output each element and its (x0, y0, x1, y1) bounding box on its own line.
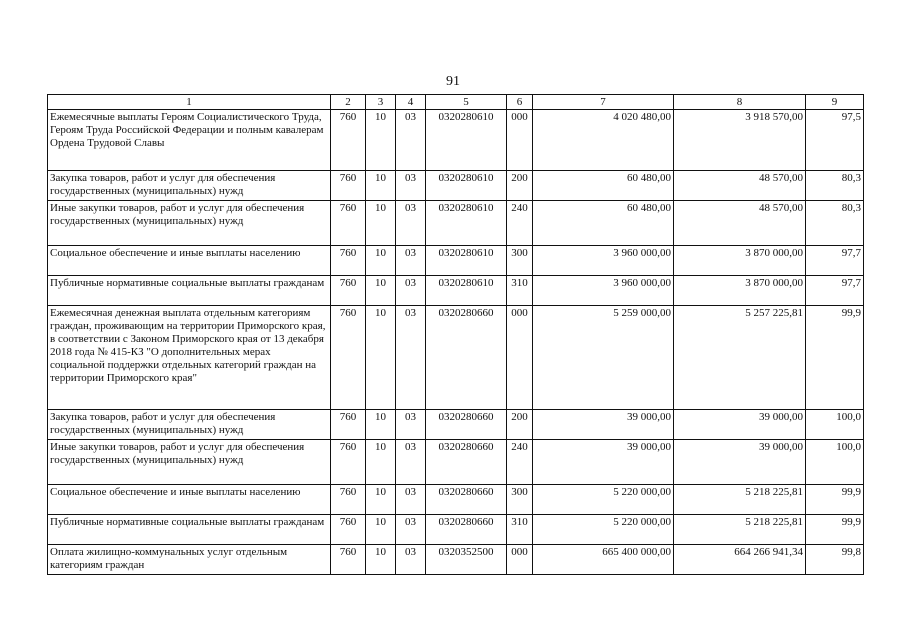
row-name-cell: Социальное обеспечение и иные выплаты населению (48, 485, 331, 515)
actual-amount-cell: 39 000,00 (674, 410, 806, 440)
target-code-cell: 0320280610 (426, 171, 507, 201)
actual-amount-cell: 5 218 225,81 (674, 515, 806, 545)
expense-type-cell: 300 (507, 246, 533, 276)
planned-amount-cell: 665 400 000,00 (533, 545, 674, 575)
budget-table (47, 94, 864, 575)
subsection-code-cell: 03 (396, 515, 426, 545)
target-code-cell: 0320280660 (426, 306, 507, 410)
percent-cell: 97,5 (806, 110, 864, 171)
expense-type-cell: 000 (507, 110, 533, 171)
section-code-cell: 10 (366, 171, 396, 201)
planned-amount-cell: 5 220 000,00 (533, 515, 674, 545)
table-row (48, 276, 864, 306)
expense-type-cell: 310 (507, 515, 533, 545)
planned-amount-cell: 39 000,00 (533, 440, 674, 485)
percent-cell: 99,9 (806, 306, 864, 410)
actual-amount-cell: 3 870 000,00 (674, 276, 806, 306)
percent-cell: 99,9 (806, 485, 864, 515)
percent-cell: 99,9 (806, 515, 864, 545)
row-name-cell: Публичные нормативные социальные выплаты гражданам (48, 515, 331, 545)
ministry-code-cell: 760 (331, 410, 366, 440)
subsection-code-cell: 03 (396, 201, 426, 246)
table-row (48, 246, 864, 276)
percent-cell: 100,0 (806, 440, 864, 485)
ministry-code-cell: 760 (331, 171, 366, 201)
header-cell: 3 (366, 95, 396, 110)
actual-amount-cell: 48 570,00 (674, 171, 806, 201)
expense-type-cell: 300 (507, 485, 533, 515)
row-name-cell: Публичные нормативные социальные выплаты гражданам (48, 276, 331, 306)
row-name-cell: Закупка товаров, работ и услуг для обеспечения государственных (муниципальных) нужд (48, 171, 331, 201)
ministry-code-cell: 760 (331, 545, 366, 575)
subsection-code-cell: 03 (396, 306, 426, 410)
section-code-cell: 10 (366, 410, 396, 440)
subsection-code-cell: 03 (396, 246, 426, 276)
row-name-cell: Ежемесячные выплаты Героям Социалистического Труда, Героям Труда Российской Федерации и полным кавалерам Ордена Трудовой Славы (48, 110, 331, 171)
planned-amount-cell: 39 000,00 (533, 410, 674, 440)
subsection-code-cell: 03 (396, 171, 426, 201)
planned-amount-cell: 5 259 000,00 (533, 306, 674, 410)
ministry-code-cell: 760 (331, 306, 366, 410)
target-code-cell: 0320280610 (426, 246, 507, 276)
section-code-cell: 10 (366, 276, 396, 306)
actual-amount-cell: 48 570,00 (674, 201, 806, 246)
header-row (48, 95, 864, 110)
ministry-code-cell: 760 (331, 485, 366, 515)
table-row (48, 110, 864, 171)
actual-amount-cell: 3 918 570,00 (674, 110, 806, 171)
planned-amount-cell: 60 480,00 (533, 201, 674, 246)
expense-type-cell: 200 (507, 410, 533, 440)
planned-amount-cell: 5 220 000,00 (533, 485, 674, 515)
section-code-cell: 10 (366, 515, 396, 545)
header-cell: 9 (806, 95, 864, 110)
table-row (48, 545, 864, 575)
section-code-cell: 10 (366, 440, 396, 485)
header-cell: 1 (48, 95, 331, 110)
expense-type-cell: 000 (507, 306, 533, 410)
header-cell: 4 (396, 95, 426, 110)
target-code-cell: 0320352500 (426, 545, 507, 575)
percent-cell: 99,8 (806, 545, 864, 575)
planned-amount-cell: 60 480,00 (533, 171, 674, 201)
ministry-code-cell: 760 (331, 440, 366, 485)
planned-amount-cell: 3 960 000,00 (533, 246, 674, 276)
page-number: 91 (446, 74, 460, 89)
header-cell: 7 (533, 95, 674, 110)
header-cell: 5 (426, 95, 507, 110)
table-row (48, 306, 864, 410)
ministry-code-cell: 760 (331, 201, 366, 246)
percent-cell: 80,3 (806, 201, 864, 246)
row-name-cell: Иные закупки товаров, работ и услуг для обеспечения государственных (муниципальных) нужд (48, 201, 331, 246)
target-code-cell: 0320280610 (426, 201, 507, 246)
table-row (48, 171, 864, 201)
subsection-code-cell: 03 (396, 410, 426, 440)
actual-amount-cell: 5 257 225,81 (674, 306, 806, 410)
expense-type-cell: 000 (507, 545, 533, 575)
target-code-cell: 0320280660 (426, 440, 507, 485)
header-cell: 2 (331, 95, 366, 110)
subsection-code-cell: 03 (396, 440, 426, 485)
expense-type-cell: 240 (507, 201, 533, 246)
ministry-code-cell: 760 (331, 246, 366, 276)
target-code-cell: 0320280610 (426, 276, 507, 306)
target-code-cell: 0320280610 (426, 110, 507, 171)
expense-type-cell: 310 (507, 276, 533, 306)
expense-type-cell: 200 (507, 171, 533, 201)
section-code-cell: 10 (366, 306, 396, 410)
planned-amount-cell: 3 960 000,00 (533, 276, 674, 306)
header-cell: 8 (674, 95, 806, 110)
row-name-cell: Ежемесячная денежная выплата отдельным категориям граждан, проживающим на территории Приморского края, в соответствии с Законом Приморского края от 13 декабря 2018 года № 415-КЗ "О дополнительных мерах социальной поддержки отдельных категорий граждан на территории Приморского края" (48, 306, 331, 410)
section-code-cell: 10 (366, 246, 396, 276)
target-code-cell: 0320280660 (426, 515, 507, 545)
table-row (48, 440, 864, 485)
table-row (48, 485, 864, 515)
section-code-cell: 10 (366, 485, 396, 515)
subsection-code-cell: 03 (396, 485, 426, 515)
row-name-cell: Оплата жилищно-коммунальных услуг отдельным категориям граждан (48, 545, 331, 575)
section-code-cell: 10 (366, 201, 396, 246)
expense-type-cell: 240 (507, 440, 533, 485)
actual-amount-cell: 39 000,00 (674, 440, 806, 485)
ministry-code-cell: 760 (331, 276, 366, 306)
row-name-cell: Социальное обеспечение и иные выплаты населению (48, 246, 331, 276)
percent-cell: 80,3 (806, 171, 864, 201)
section-code-cell: 10 (366, 545, 396, 575)
percent-cell: 100,0 (806, 410, 864, 440)
table-row (48, 515, 864, 545)
target-code-cell: 0320280660 (426, 410, 507, 440)
subsection-code-cell: 03 (396, 110, 426, 171)
ministry-code-cell: 760 (331, 515, 366, 545)
target-code-cell: 0320280660 (426, 485, 507, 515)
row-name-cell: Закупка товаров, работ и услуг для обеспечения государственных (муниципальных) нужд (48, 410, 331, 440)
actual-amount-cell: 664 266 941,34 (674, 545, 806, 575)
percent-cell: 97,7 (806, 246, 864, 276)
actual-amount-cell: 3 870 000,00 (674, 246, 806, 276)
actual-amount-cell: 5 218 225,81 (674, 485, 806, 515)
ministry-code-cell: 760 (331, 110, 366, 171)
row-name-cell: Иные закупки товаров, работ и услуг для обеспечения государственных (муниципальных) нужд (48, 440, 331, 485)
header-cell: 6 (507, 95, 533, 110)
table-row (48, 201, 864, 246)
percent-cell: 97,7 (806, 276, 864, 306)
subsection-code-cell: 03 (396, 276, 426, 306)
planned-amount-cell: 4 020 480,00 (533, 110, 674, 171)
subsection-code-cell: 03 (396, 545, 426, 575)
section-code-cell: 10 (366, 110, 396, 171)
table-row (48, 410, 864, 440)
